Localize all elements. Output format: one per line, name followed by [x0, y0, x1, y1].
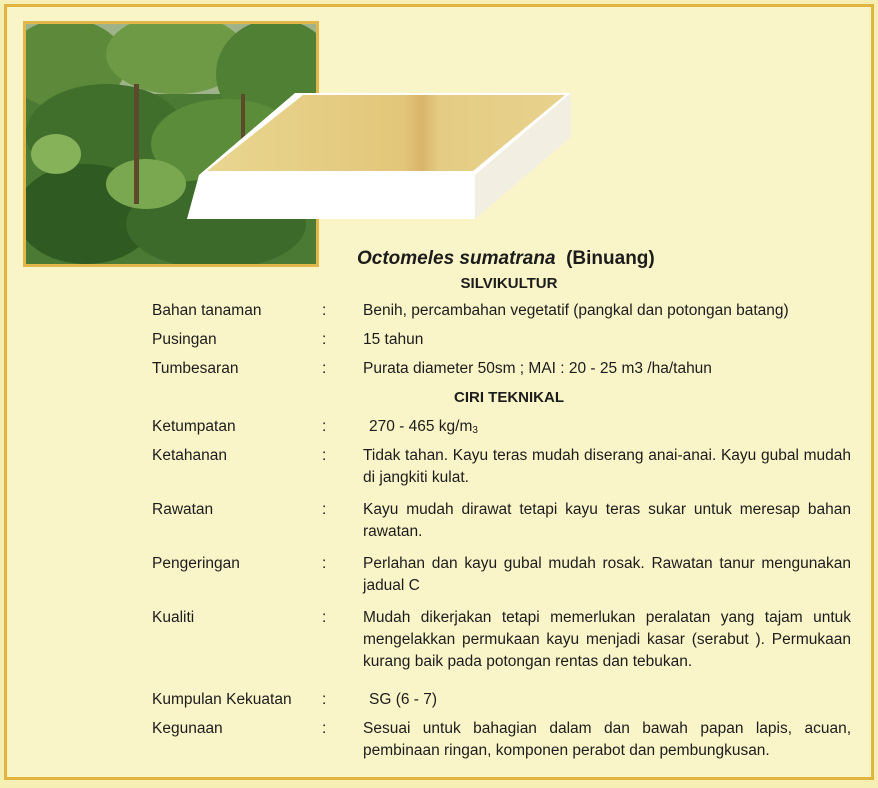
value-kualiti: Mudah dikerjakan tetapi memerlukan peralatan yang tajam untuk mengelakkan permukaan kayu menjadi kasar (serabut ). Permukaan kurang baik pada potongan rentas dan tebukan. [363, 609, 851, 670]
label-kumpulan-kekuatan: Kumpulan Kekuatan [152, 691, 292, 708]
label-kualiti: Kualiti [152, 609, 195, 626]
colon: : [322, 609, 327, 626]
colon: : [322, 418, 327, 435]
label-ketahanan: Ketahanan [152, 447, 227, 464]
value-ketumpatan [369, 416, 857, 440]
colon: : [322, 360, 327, 377]
label-tumbesaran: Tumbesaran [152, 360, 239, 377]
value-kegunaan: Sesuai untuk bahagian dalam dan bawah papan lapis, acuan, pembinaan ringan, komponen perabot dan pembungkusan. [363, 720, 851, 759]
section-ciri-teknikal: CIRI TEKNIKAL [454, 389, 564, 406]
colon: : [322, 501, 327, 518]
label-rawatan: Rawatan [152, 501, 214, 518]
colon: : [322, 691, 327, 708]
colon: : [322, 447, 327, 464]
ketumpatan-value-text: 270 - 465 kg/m [369, 418, 473, 435]
ketumpatan-unit-sub: 3 [472, 425, 478, 436]
label-bahan-tanaman: Bahan tanaman [152, 302, 262, 319]
label-pengeringan: Pengeringan [152, 555, 240, 572]
value-ketahanan: Tidak tahan. Kayu teras mudah diserang anai-anai. Kayu gubal mudah di jangkiti kulat. [363, 447, 851, 486]
value-bahan-tanaman: Benih, percambahan vegetatif (pangkal dan potongan batang) [363, 302, 789, 319]
colon: : [322, 331, 327, 348]
label-kegunaan: Kegunaan [152, 720, 223, 737]
colon: : [322, 720, 327, 737]
species-local-name: (Binuang) [566, 248, 655, 269]
value-kumpulan-kekuatan: SG (6 - 7) [369, 691, 438, 708]
species-latin-name: Octomeles sumatrana [357, 248, 556, 269]
section-silvikultur: SILVIKULTUR [460, 275, 558, 292]
label-ketumpatan: Ketumpatan [152, 418, 236, 435]
colon: : [322, 302, 327, 319]
colon: : [322, 555, 327, 572]
value-rawatan: Kayu mudah dirawat tetapi kayu teras sukar untuk meresap bahan rawatan. [363, 501, 851, 540]
label-pusingan: Pusingan [152, 331, 217, 348]
wood-plank-sample [185, 89, 585, 229]
species-title [357, 248, 655, 270]
value-pusingan: 15 tahun [363, 331, 424, 348]
page [4, 4, 874, 780]
value-pengeringan: Perlahan dan kayu gubal mudah rosak. Rawatan tanur mengunakan jadual C [363, 555, 851, 594]
value-tumbesaran: Purata diameter 50sm ; MAI : 20 - 25 m3 /ha/tahun [363, 360, 712, 377]
